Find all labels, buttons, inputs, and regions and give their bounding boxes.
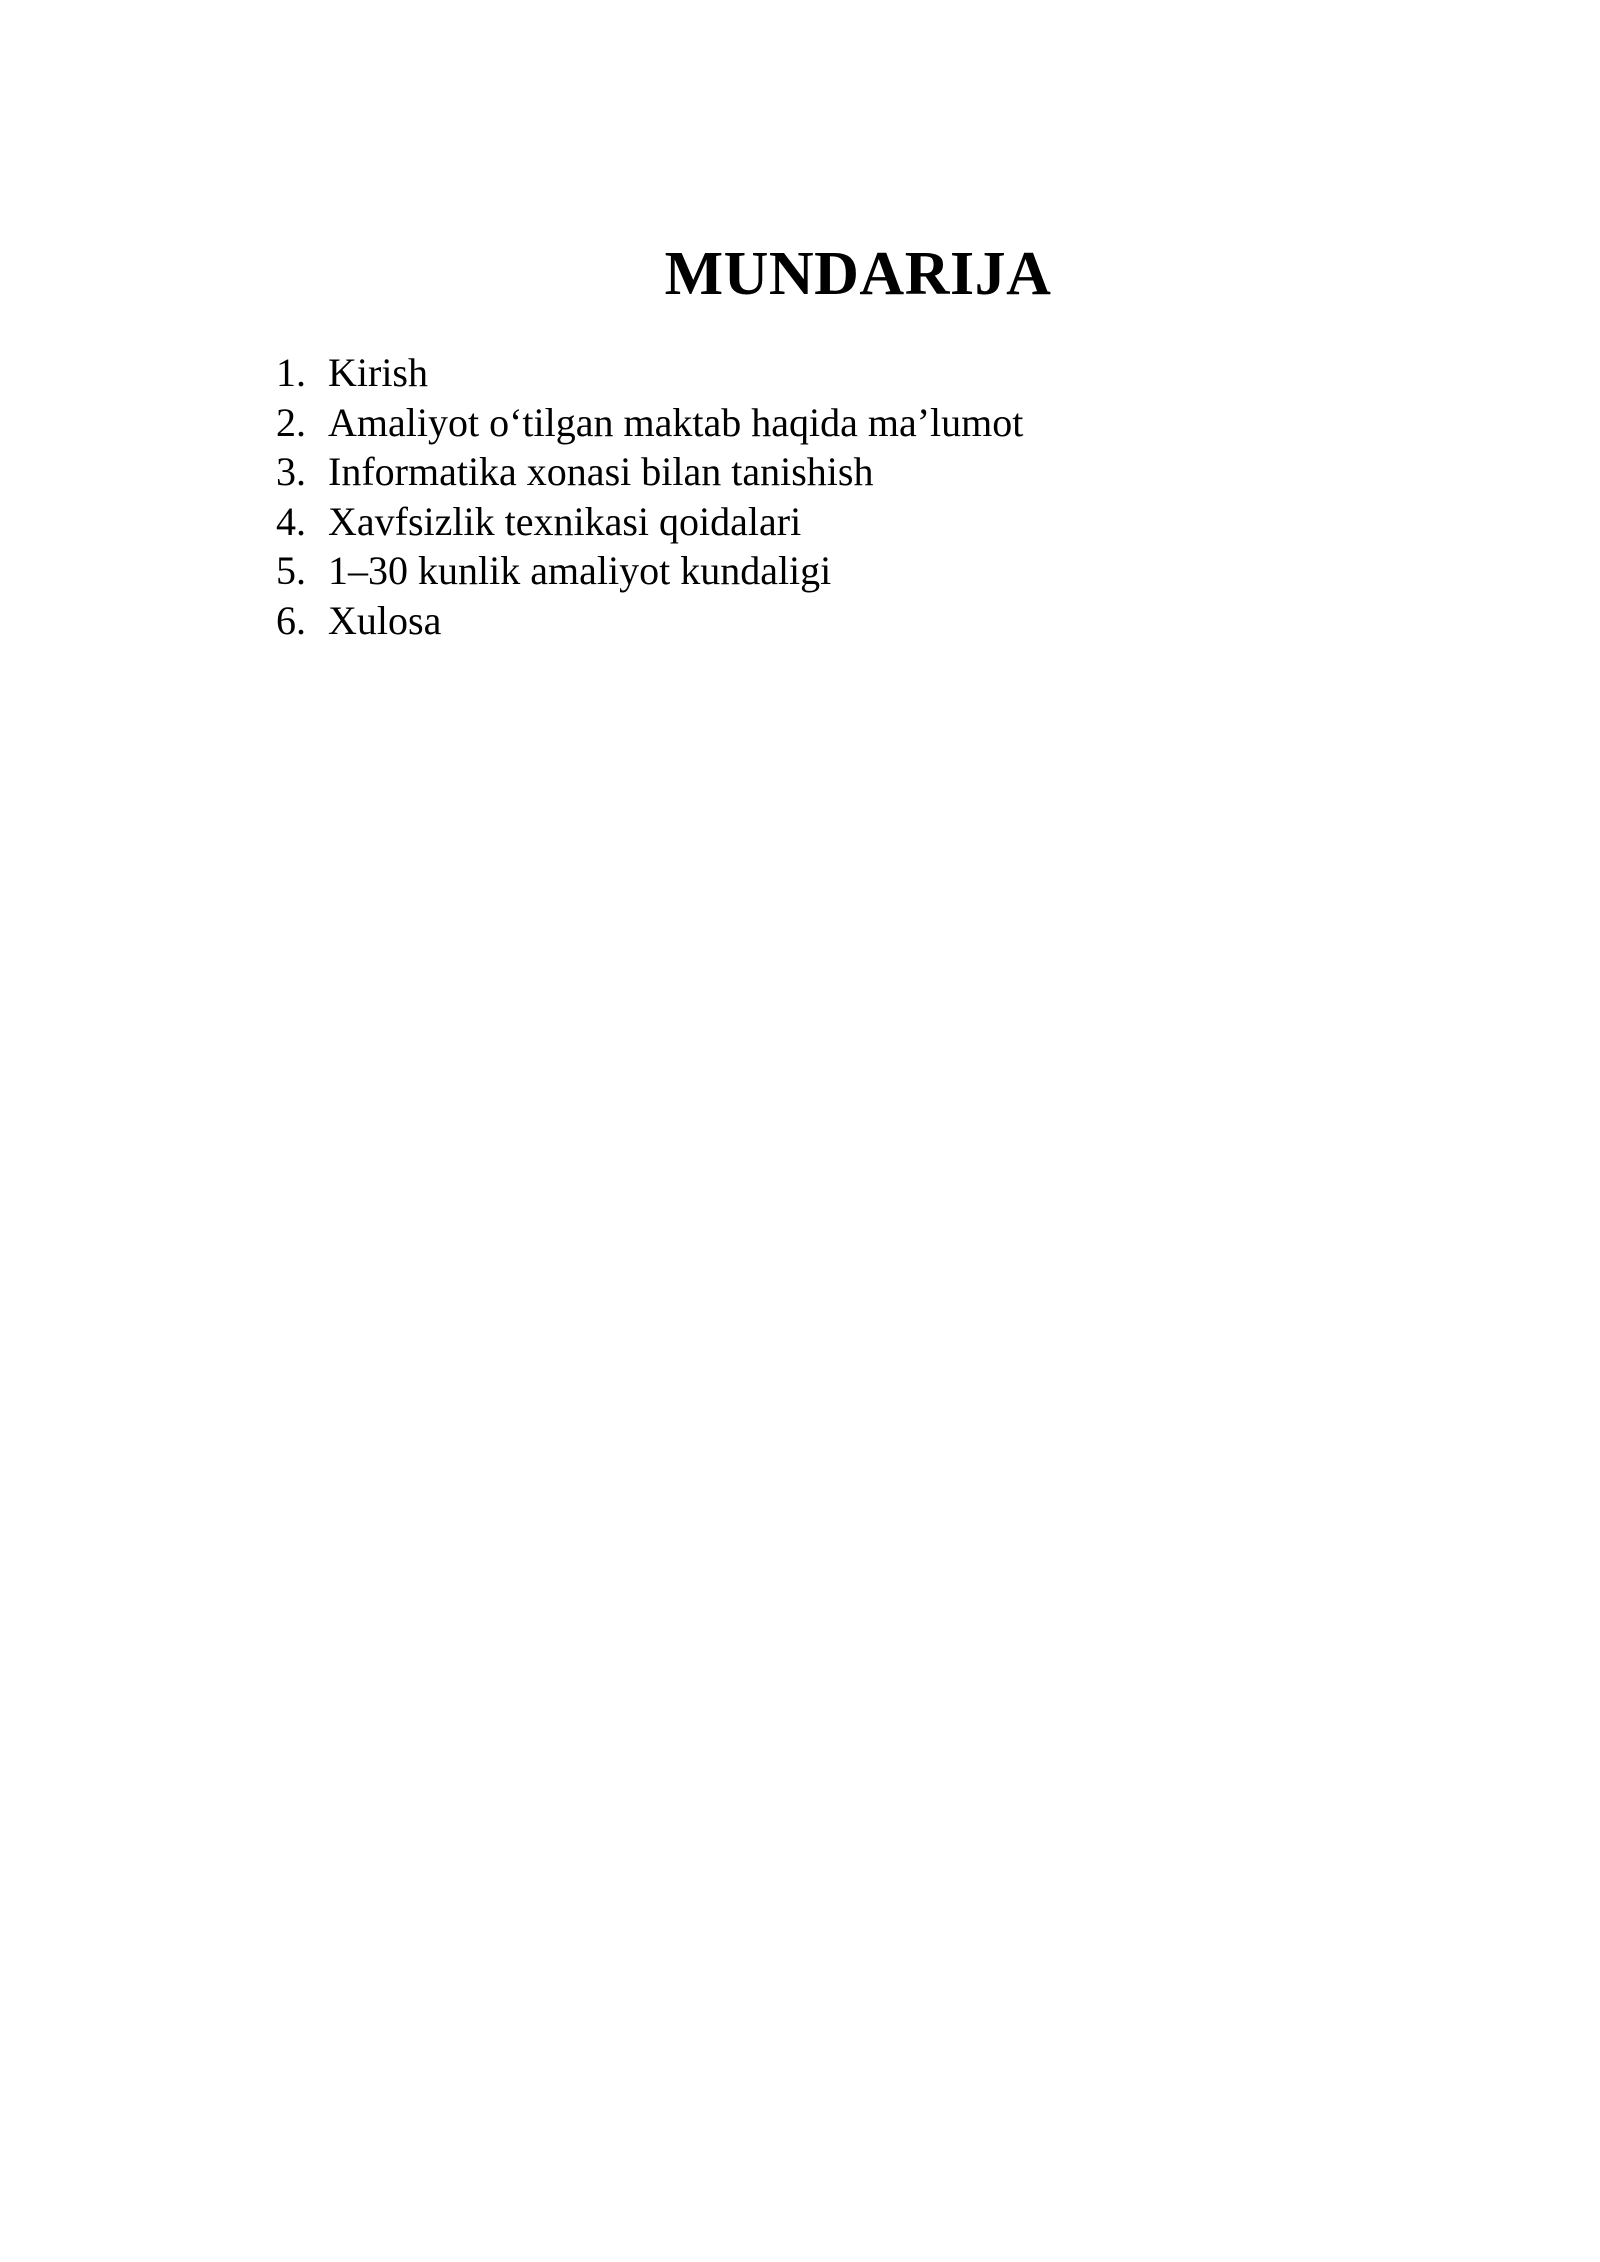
toc-item-number: 1.	[276, 350, 306, 395]
toc-item-number: 2.	[276, 399, 306, 445]
toc-item-maktab	[276, 398, 1023, 448]
toc-item-label: Xavfsizlik texnikasi qoidalari	[328, 498, 802, 544]
toc-item-kirish	[276, 348, 1023, 398]
toc-item-label: Xulosa	[328, 597, 442, 643]
toc-item-label: Kirish	[328, 350, 428, 395]
toc-item-label: 1–30 kunlik amaliyot kundaligi	[328, 548, 832, 594]
toc-item-label: Amaliyot o‘tilgan maktab haqida ma’lumot	[328, 399, 1024, 445]
table-of-contents	[276, 348, 1023, 646]
toc-item-informatika	[276, 447, 1023, 497]
toc-item-number: 6.	[276, 597, 306, 643]
toc-item-label: Informatika xonasi bilan tanishish	[328, 449, 874, 495]
toc-item-number: 5.	[276, 548, 306, 594]
toc-item-xavfsizlik	[276, 497, 1023, 547]
toc-item-number: 4.	[276, 498, 306, 544]
toc-item-kundalik	[276, 546, 1023, 596]
toc-item-number: 3.	[276, 449, 306, 495]
page-title: MUNDARIJA	[664, 240, 1052, 308]
toc-item-xulosa	[276, 596, 1023, 646]
